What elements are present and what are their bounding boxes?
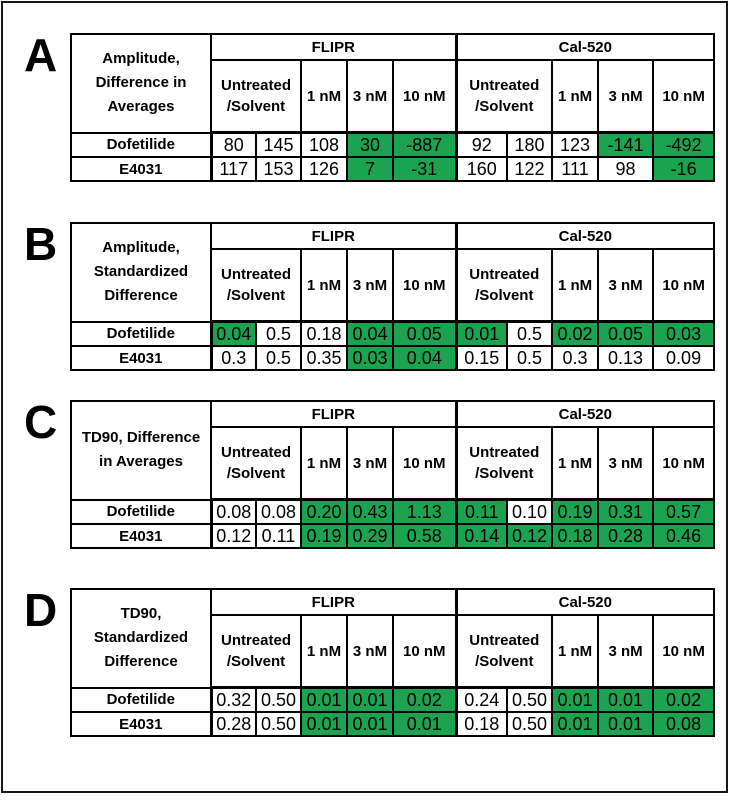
header-cal-520: Cal-520 <box>456 589 714 615</box>
value-cell: 108 <box>301 133 347 158</box>
header-dose-1-nm: 1 nM <box>301 249 347 322</box>
header-dose-10-nm: 10 nM <box>653 249 714 322</box>
panel-letter-C: C <box>24 396 57 448</box>
header-untreated-solvent: Untreated /Solvent <box>211 615 301 688</box>
value-cell: 0.15 <box>456 346 507 370</box>
header-untreated-solvent: Untreated /Solvent <box>211 249 301 322</box>
header-cal-520: Cal-520 <box>456 34 714 60</box>
header-dose-10-nm: 10 nM <box>653 427 714 500</box>
value-cell: 0.32 <box>211 688 256 713</box>
value-cell: 0.08 <box>256 500 301 525</box>
row-label-e4031: E4031 <box>71 157 211 181</box>
table-title: Amplitude, Standardized Difference <box>71 223 211 322</box>
value-cell: 0.01 <box>598 688 653 713</box>
value-cell: 92 <box>456 133 507 158</box>
table-title: TD90, Difference in Averages <box>71 401 211 500</box>
header-dose-3-nm: 3 nM <box>598 60 653 133</box>
value-cell: 0.10 <box>507 500 552 525</box>
value-cell: 0.58 <box>393 524 456 548</box>
value-cell: 0.50 <box>507 688 552 713</box>
value-cell: 126 <box>301 157 347 181</box>
header-dose-3-nm: 3 nM <box>347 427 393 500</box>
value-cell: 0.50 <box>256 688 301 713</box>
row-label-dofetilide: Dofetilide <box>71 500 211 525</box>
data-table-B <box>70 222 715 371</box>
row-label-dofetilide: Dofetilide <box>71 322 211 347</box>
header-untreated-solvent: Untreated /Solvent <box>456 249 552 322</box>
panel-letter-A: A <box>24 29 57 81</box>
value-cell: 0.02 <box>653 688 714 713</box>
value-cell: 0.02 <box>552 322 598 347</box>
value-cell: 111 <box>552 157 598 181</box>
header-dose-10-nm: 10 nM <box>393 427 456 500</box>
data-table-D <box>70 588 715 737</box>
value-cell: 0.18 <box>301 322 347 347</box>
value-cell: 123 <box>552 133 598 158</box>
value-cell: 0.01 <box>347 688 393 713</box>
header-dose-10-nm: 10 nM <box>393 249 456 322</box>
value-cell: 117 <box>211 157 256 181</box>
header-dose-10-nm: 10 nM <box>393 60 456 133</box>
value-cell: 30 <box>347 133 393 158</box>
value-cell: 0.08 <box>653 712 714 736</box>
row-label-dofetilide: Dofetilide <box>71 688 211 713</box>
row-label-e4031: E4031 <box>71 346 211 370</box>
value-cell: 0.12 <box>211 524 256 548</box>
panel-letter-D: D <box>24 584 57 636</box>
header-untreated-solvent: Untreated /Solvent <box>456 60 552 133</box>
value-cell: 0.01 <box>552 688 598 713</box>
value-cell: -31 <box>393 157 456 181</box>
header-flipr: FLIPR <box>211 223 456 249</box>
value-cell: 0.35 <box>301 346 347 370</box>
value-cell: -141 <box>598 133 653 158</box>
value-cell: 0.19 <box>552 500 598 525</box>
value-cell: 0.18 <box>456 712 507 736</box>
header-dose-10-nm: 10 nM <box>653 615 714 688</box>
table-slot-B <box>70 222 715 371</box>
header-dose-1-nm: 1 nM <box>301 60 347 133</box>
value-cell: 0.31 <box>598 500 653 525</box>
header-dose-10-nm: 10 nM <box>393 615 456 688</box>
header-dose-3-nm: 3 nM <box>347 60 393 133</box>
value-cell: 0.04 <box>347 322 393 347</box>
value-cell: 0.13 <box>598 346 653 370</box>
value-cell: 0.08 <box>211 500 256 525</box>
value-cell: 0.03 <box>653 322 714 347</box>
table-title: TD90, Standardized Difference <box>71 589 211 688</box>
value-cell: 0.50 <box>256 712 301 736</box>
value-cell: 0.18 <box>552 524 598 548</box>
value-cell: 98 <box>598 157 653 181</box>
value-cell: 0.12 <box>507 524 552 548</box>
header-dose-3-nm: 3 nM <box>598 249 653 322</box>
header-dose-3-nm: 3 nM <box>598 615 653 688</box>
value-cell: 0.5 <box>256 322 301 347</box>
value-cell: 0.01 <box>347 712 393 736</box>
value-cell: 0.28 <box>598 524 653 548</box>
value-cell: 80 <box>211 133 256 158</box>
value-cell: 145 <box>256 133 301 158</box>
value-cell: 0.43 <box>347 500 393 525</box>
value-cell: 153 <box>256 157 301 181</box>
data-table-C <box>70 400 715 549</box>
value-cell: 0.3 <box>552 346 598 370</box>
row-label-e4031: E4031 <box>71 524 211 548</box>
header-dose-3-nm: 3 nM <box>347 615 393 688</box>
value-cell: 0.01 <box>393 712 456 736</box>
value-cell: 0.04 <box>211 322 256 347</box>
value-cell: 7 <box>347 157 393 181</box>
value-cell: 0.46 <box>653 524 714 548</box>
value-cell: 0.11 <box>456 500 507 525</box>
value-cell: 0.01 <box>301 688 347 713</box>
header-dose-1-nm: 1 nM <box>552 615 598 688</box>
value-cell: 0.02 <box>393 688 456 713</box>
value-cell: 0.05 <box>393 322 456 347</box>
header-untreated-solvent: Untreated /Solvent <box>456 615 552 688</box>
header-dose-10-nm: 10 nM <box>653 60 714 133</box>
value-cell: 0.01 <box>598 712 653 736</box>
value-cell: 0.5 <box>507 322 552 347</box>
header-untreated-solvent: Untreated /Solvent <box>211 60 301 133</box>
value-cell: 160 <box>456 157 507 181</box>
value-cell: 0.01 <box>552 712 598 736</box>
value-cell: -16 <box>653 157 714 181</box>
data-table-A <box>70 33 715 182</box>
value-cell: 0.05 <box>598 322 653 347</box>
value-cell: 0.5 <box>507 346 552 370</box>
value-cell: 0.04 <box>393 346 456 370</box>
value-cell: 122 <box>507 157 552 181</box>
value-cell: 0.09 <box>653 346 714 370</box>
table-slot-D <box>70 588 715 737</box>
value-cell: 0.5 <box>256 346 301 370</box>
header-dose-3-nm: 3 nM <box>347 249 393 322</box>
value-cell: 0.3 <box>211 346 256 370</box>
header-flipr: FLIPR <box>211 589 456 615</box>
value-cell: 0.20 <box>301 500 347 525</box>
table-title: Amplitude, Difference in Averages <box>71 34 211 133</box>
header-flipr: FLIPR <box>211 401 456 427</box>
value-cell: -492 <box>653 133 714 158</box>
header-cal-520: Cal-520 <box>456 401 714 427</box>
value-cell: 0.03 <box>347 346 393 370</box>
header-dose-1-nm: 1 nM <box>301 427 347 500</box>
value-cell: 0.01 <box>456 322 507 347</box>
header-dose-1-nm: 1 nM <box>552 249 598 322</box>
header-dose-1-nm: 1 nM <box>552 60 598 133</box>
header-untreated-solvent: Untreated /Solvent <box>456 427 552 500</box>
table-slot-A <box>70 33 715 182</box>
value-cell: -887 <box>393 133 456 158</box>
value-cell: 0.11 <box>256 524 301 548</box>
value-cell: 0.19 <box>301 524 347 548</box>
value-cell: 0.29 <box>347 524 393 548</box>
header-dose-3-nm: 3 nM <box>598 427 653 500</box>
table-slot-C <box>70 400 715 549</box>
row-label-e4031: E4031 <box>71 712 211 736</box>
value-cell: 1.13 <box>393 500 456 525</box>
value-cell: 0.50 <box>507 712 552 736</box>
value-cell: 0.28 <box>211 712 256 736</box>
value-cell: 0.14 <box>456 524 507 548</box>
header-cal-520: Cal-520 <box>456 223 714 249</box>
value-cell: 0.01 <box>301 712 347 736</box>
header-dose-1-nm: 1 nM <box>552 427 598 500</box>
row-label-dofetilide: Dofetilide <box>71 133 211 158</box>
header-dose-1-nm: 1 nM <box>301 615 347 688</box>
value-cell: 180 <box>507 133 552 158</box>
value-cell: 0.24 <box>456 688 507 713</box>
header-untreated-solvent: Untreated /Solvent <box>211 427 301 500</box>
value-cell: 0.57 <box>653 500 714 525</box>
header-flipr: FLIPR <box>211 34 456 60</box>
panel-letter-B: B <box>24 218 57 270</box>
